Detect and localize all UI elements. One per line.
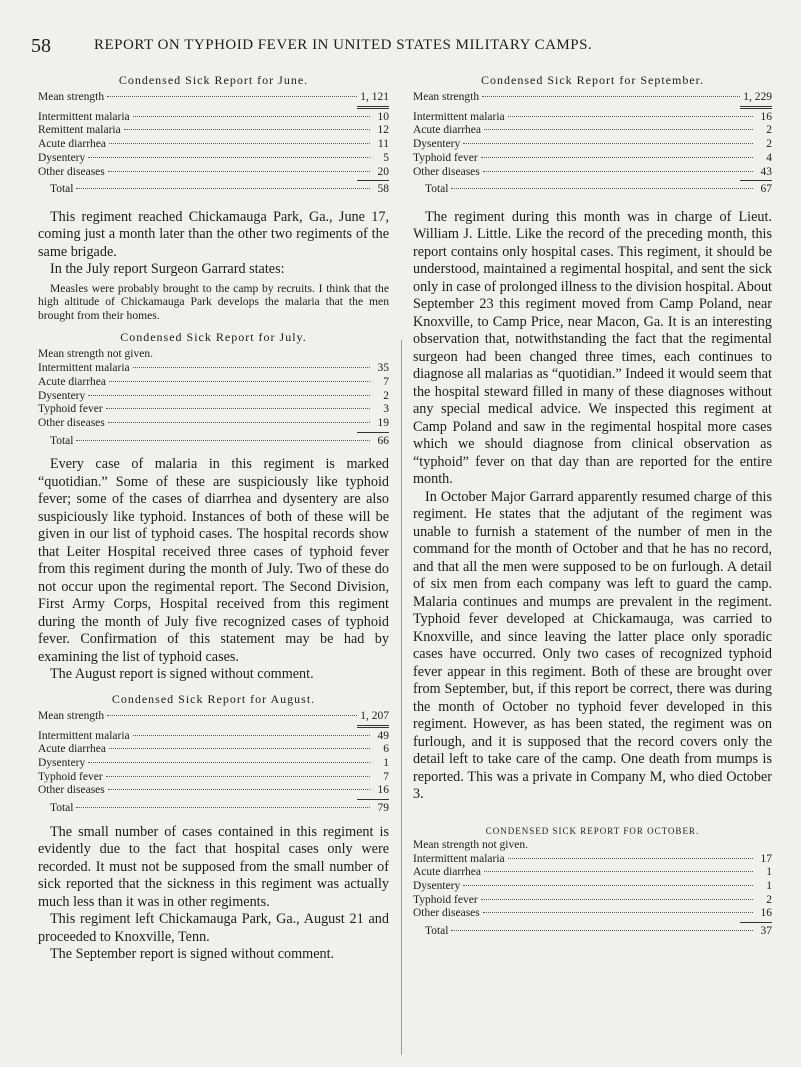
paragraph: The August report is signed without comment. bbox=[50, 666, 314, 683]
paragraph: In the July report Surgeon Garrard states: bbox=[50, 261, 285, 278]
paragraph: This regiment reached Chickamauga Park, Ga., June 17, coming just a month later than the other two regiments of the same brigade. bbox=[38, 208, 389, 260]
running-title: REPORT ON TYPHOID FEVER IN UNITED STATES MILITARY CAMPS. bbox=[94, 37, 593, 53]
table-row: Other diseases 16 bbox=[38, 784, 389, 797]
table-row: Intermittent malaria 35 bbox=[38, 362, 389, 375]
page-header bbox=[0, 0, 801, 56]
table-row: Acute diarrhea 1 bbox=[413, 866, 772, 879]
paragraph: This regiment left Chickamauga Park, Ga., August 21 and proceeded to Knoxville, Tenn. bbox=[38, 911, 389, 945]
october-report-table bbox=[413, 826, 772, 939]
column-divider bbox=[401, 340, 402, 1055]
table-row: Acute diarrhea 7 bbox=[38, 375, 389, 388]
september-report-table bbox=[413, 73, 772, 197]
table-row: Typhoid fever 3 bbox=[38, 403, 389, 416]
row-label: Mean strength bbox=[38, 91, 105, 103]
table-title: CONDENSED SICK REPORT FOR OCTOBER. bbox=[485, 825, 700, 836]
table-row: Acute diarrhea 6 bbox=[38, 743, 389, 756]
table-title: Condensed Sick Report for September. bbox=[481, 73, 704, 87]
total-row: Total 58 bbox=[50, 183, 389, 196]
table-row: Remittent malaria 12 bbox=[38, 124, 389, 137]
table-row: Acute diarrhea 11 bbox=[38, 138, 389, 151]
table-row: Intermittent malaria 10 bbox=[38, 110, 389, 123]
page-number: 58 bbox=[31, 35, 51, 57]
total-row: Total 66 bbox=[50, 434, 389, 447]
paragraph: Every case of malaria in this regiment is marked “quotidian.” Some of these are suspiciously like typhoid fever; some of the cases of diarrhea and dysentery are also suspiciously like typhoid. Instances of both of these will be given in our list of typhoid cases. The hospital records show that Leiter Hospital received three cases of typhoid fever from this regiment during the month of July. Two of these do not occur upon the regimental report. The Second Division, First Army Corps, Hospital received from this regiment during the month of July five recognized cases of typhoid fever. Confirmation of this statement may be had by examining the list of typhoid cases. bbox=[38, 456, 389, 665]
paragraph: The September report is signed without comment. bbox=[50, 946, 335, 963]
mean-strength-row: Mean strength 1, 207 bbox=[38, 709, 389, 722]
mean-strength-note: Mean strength not given. bbox=[38, 348, 153, 361]
table-row: Other diseases 20 bbox=[38, 165, 389, 178]
table-row: Other diseases 19 bbox=[38, 416, 389, 429]
table-title: Condensed Sick Report for June. bbox=[118, 73, 309, 87]
table-row: Dysentery 1 bbox=[38, 756, 389, 769]
table-row: Typhoid fever 7 bbox=[38, 770, 389, 783]
table-row: Typhoid fever 4 bbox=[413, 151, 772, 164]
table-row: Intermittent malaria 17 bbox=[413, 852, 772, 865]
right-column bbox=[413, 73, 772, 951]
total-row: Total 37 bbox=[425, 925, 772, 938]
paragraph: The small number of cases contained in this regiment is evidently due to the fact that hospital cases only were recorded. It must not be supposed from the small number of sick reported that the sickness in this regiment was actually much less than it was in other regiments. bbox=[38, 823, 389, 910]
july-report-table bbox=[38, 330, 389, 448]
table-title: Condensed Sick Report for July. bbox=[120, 330, 307, 345]
mean-strength-row bbox=[38, 91, 389, 105]
total-row: Total 67 bbox=[425, 183, 772, 196]
table-row: Other diseases 16 bbox=[413, 907, 772, 920]
table-row: Acute diarrhea 2 bbox=[413, 124, 772, 137]
table-row: Dysentery 2 bbox=[38, 389, 389, 402]
august-report-table bbox=[38, 692, 389, 816]
mean-strength-row: Mean strength 1, 229 bbox=[413, 91, 772, 103]
left-column bbox=[38, 73, 389, 964]
table-row: Dysentery 1 bbox=[413, 880, 772, 893]
mean-strength-note: Mean strength not given. bbox=[413, 838, 528, 851]
table-title: Condensed Sick Report for August. bbox=[111, 691, 316, 706]
quoted-statement: Measles were probably brought to the camp by recruits. I think that the high altitude of Chickamauga Park develops the malaria that the men brought from their homes. bbox=[38, 281, 389, 322]
table-row: Intermittent malaria 16 bbox=[413, 110, 772, 123]
table-row: Dysentery 5 bbox=[38, 151, 389, 164]
june-report-table bbox=[38, 73, 389, 197]
table-row: Typhoid fever 2 bbox=[413, 893, 772, 906]
paragraph: In October Major Garrard apparently resumed charge of this regiment. He states that the adjutant of the regiment was unable to furnish a statement of the number of men in the command for the month of October and that he has no record, and that all the men were supposed to be on furlough. A detail of six men from each company was left to guard the camp. Malaria continues and mumps are prevalent in the regiment. Typhoid fever developed at Chickamauga, was carried to Knoxville, and since leaving the latter place only sporadic cases have occurred. Only two cases of recognized typhoid fever appear in this regiment. Both of these are brought over from September, but, if this report be correct, there was during the month of October no typhoid fever developed in this regiment. However, as has been stated, the regiment was on furlough, and it is supposed that the record covers only the detail left to take care of the camp. One death from mumps is reported. This was a private in Company M, who died October 3. bbox=[413, 488, 772, 803]
total-row: Total 79 bbox=[50, 802, 389, 815]
row-value: 1, 121 bbox=[360, 91, 389, 103]
paragraph: The regiment during this month was in charge of Lieut. William J. Little. Like the record of the preceding month, this report contains only hospital cases. This regiment, it should be understood, maintained a regimental hospital, and sent the sick only in case of prolonged illness to the division hospital. About September 23 this regiment moved from Camp Poland, near Knoxville, to Camp Price, near Macon, Ga. It is an interesting observation that, notwithstanding the fact that the regimental surgeon had been changed three times, each continues to diagnose all malarias as “quotidian.” Indeed it would seem that the hospital steward filled in many of these diagnoses without any special medical advice. We inspected this regiment at Camp Poland and saw in the regimental hospital more cases which we should diagnose from clinical observation as “typhoid” fever on that day than are reported for the entire month. bbox=[413, 208, 772, 488]
table-row: Dysentery 2 bbox=[413, 138, 772, 151]
table-row: Intermittent malaria 49 bbox=[38, 729, 389, 742]
table-row: Other diseases 43 bbox=[413, 165, 772, 178]
